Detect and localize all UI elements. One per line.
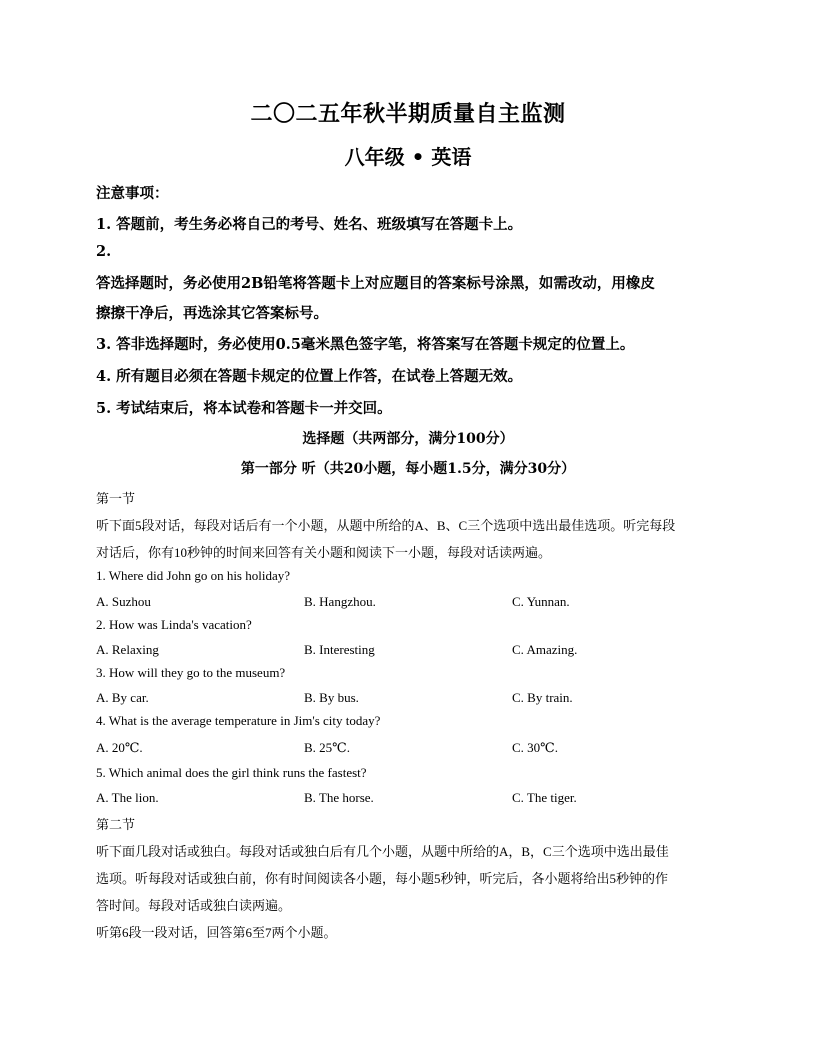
- question-text: 1. Where did John go on his holiday?: [96, 568, 291, 583]
- option-c: C. By train.: [512, 690, 573, 705]
- option-a: A. The lion.: [96, 790, 159, 805]
- option-c: C. The tiger.: [512, 790, 577, 805]
- subsection-label: 第二节: [96, 817, 136, 832]
- option-a: A. 20℃.: [96, 740, 143, 755]
- notice-heading: 注意事项：: [96, 185, 169, 202]
- notice-item: 4. 所有题目必须在答题卡规定的位置上作答，在试卷上答题无效。: [96, 368, 523, 385]
- notice-item: 1. 答题前，考生务必将自己的考号、姓名、班级填写在答题卡上。: [96, 216, 523, 233]
- option-b: B. By bus.: [304, 690, 359, 705]
- instruction-text: 听第6段一段对话，回答第6至7两个小题。: [96, 925, 337, 940]
- notice-item: 擦擦干净后，再选涂其它答案标号。: [96, 305, 328, 322]
- instruction-text: 对话后，你有10秒钟的时间来回答有关小题和阅读下一小题，每段对话读两遍。: [96, 545, 552, 560]
- option-a: A. Suzhou: [96, 594, 151, 609]
- question-text: 3. How will they go to the museum?: [96, 665, 286, 680]
- option-c: C. Yunnan.: [512, 594, 570, 609]
- notice-item: 答选择题时，务必使用2B铅笔将答题卡上对应题目的答案标号涂黑，如需改动，用橡皮: [96, 275, 655, 292]
- instruction-text: 答时间。每段对话或独白读两遍。: [96, 898, 292, 913]
- part1-title: 第一部分 听（共20小题，每小题1.5分，满分30分）: [240, 461, 576, 477]
- option-c: C. Amazing.: [512, 642, 578, 657]
- exam-subtitle: 八年级 • 英语: [344, 145, 472, 169]
- question-text: 4. What is the average temperature in Jim's city today?: [96, 713, 381, 728]
- section-title: 选择题（共两部分，满分100分）: [302, 431, 514, 447]
- option-c: C. 30℃.: [512, 740, 558, 755]
- exam-title: 二〇二五年秋半期质量自主监测: [250, 101, 566, 127]
- option-b: B. Hangzhou.: [304, 594, 376, 609]
- question-text: 2. How was Linda's vacation?: [96, 617, 252, 632]
- subsection-label: 第一节: [96, 491, 136, 506]
- option-b: B. The horse.: [304, 790, 374, 805]
- option-b: B. 25℃.: [304, 740, 350, 755]
- option-a: A. Relaxing: [96, 642, 159, 657]
- notice-item: 2.: [96, 243, 112, 260]
- notice-item: 5. 考试结束后，将本试卷和答题卡一并交回。: [96, 400, 392, 417]
- instruction-text: 听下面几段对话或独白。每段对话或独白后有几个小题，从题中所给的A，B，C三个选项中选出最佳: [96, 844, 669, 859]
- notice-item: 3. 答非选择题时，务必使用0.5毫米黑色签字笔，将答案写在答题卡规定的位置上。: [96, 336, 635, 353]
- instruction-text: 听下面5段对话，每段对话后有一个小题，从题中所给的A、B、C三个选项中选出最佳选项。听完每段: [96, 518, 676, 533]
- question-text: 5. Which animal does the girl think runs the fastest?: [96, 765, 367, 780]
- option-a: A. By car.: [96, 690, 149, 705]
- option-b: B. Interesting: [304, 642, 375, 657]
- instruction-text: 选项。听每段对话或独白前，你有时间阅读各小题，每小题5秒钟，听完后，各小题将给出5秒钟的作: [96, 871, 669, 886]
